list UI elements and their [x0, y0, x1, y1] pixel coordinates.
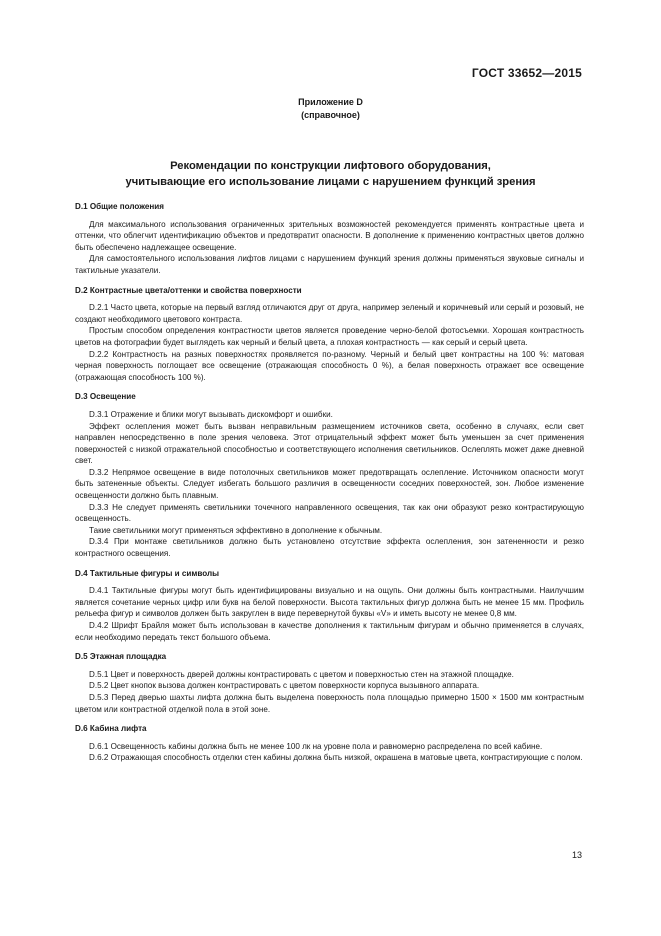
- paragraph: D.5.2 Цвет кнопок вызова должен контрастировать с цветом поверхности корпуса вызывного аппарата.: [89, 681, 480, 691]
- section-4: [75, 568, 584, 644]
- paragraph: D.3.4 При монтаже светильников должно быть установлено отсутствие эффекта ослепления, зон затененности и резко контрастного освещения.: [75, 537, 584, 559]
- section-heading: D.6 Кабина лифта: [75, 724, 147, 734]
- paragraph: D.3.1 Отражение и блики могут вызывать дискомфорт и ошибки.: [89, 409, 333, 419]
- section-1: [75, 201, 584, 277]
- standard-number: ГОСТ 33652—2015: [471, 66, 582, 80]
- annex-heading: [0, 96, 661, 122]
- paragraph: D.3.3 Не следует применять светильники точечного направленного освещения, так как они образуют резко контрастирующую освещенность.: [75, 502, 584, 524]
- paragraph: D.6.1 Освещенность кабины должна быть не менее 100 лк на уровне пола и равномерно распределена по всей кабине.: [89, 741, 543, 751]
- paragraph: D.4.2 Шрифт Брайля может быть использован в качестве дополнения к тактильным фигурам и обычно применяется в случаях, если необходимо передать текст большого объема.: [75, 621, 584, 642]
- paragraph: D.2.1 Часто цвета, которые на первый взгляд отличаются друг от друга, например зеленый и коричневый или серый и розовый, не создают необходимого цветового контраста.: [75, 303, 584, 324]
- paragraph: D.4.1 Тактильные фигуры могут быть идентифицированы визуально и на ощупь. Они должны быть контрастными. Наилучшим является сочетание черных цифр или букв на белой поверхности. Высота тактильных фигур должна быть не менее 15 мм. Профиль рельефа фигур и символов должен быть закруглен в виде перевернутой буквы «V» и иметь высоту не менее 0,8 мм.: [75, 586, 584, 619]
- section-heading: D.2 Контрастные цвета/оттенки и свойства поверхности: [75, 285, 302, 295]
- page-number: 13: [571, 850, 582, 860]
- paragraph: Для самостоятельного использования лифтов лицами с нарушением функций зрения должны применяться звуковые сигналы и тактильные указатели.: [75, 254, 584, 275]
- annex-subtitle: (справочное): [301, 110, 360, 120]
- paragraph: D.6.2 Отражающая способность отделки стен кабины должна быть низкой, окрашена в матовые цвета, контрастирующие с полом.: [89, 753, 583, 763]
- section-heading: D.3 Освещение: [75, 392, 136, 402]
- annex-title: Приложение D: [298, 97, 363, 107]
- section-heading: D.4 Тактильные фигуры и символы: [75, 568, 220, 578]
- paragraph: D.2.2 Контрастность на разных поверхностях проявляется по-разному. Черный и белый цвет контрастны на 100 %: матовая черная поверхность поглощает все освещение (отражающая способность 0 %), а белая поверхность отражает все освещение (отражающая способность 100 %).: [75, 349, 584, 382]
- paragraph: Для максимального использования ограниченных зрительных возможностей рекомендуется применять контрастные цвета и оттенки, что облегчит идентификацию объектов и предотвратит опасности. В дополнение к применению контрастных цветов должно быть обеспечено надлежащее освещение.: [75, 219, 584, 252]
- document-title-line-2: учитывающие его использование лицами с нарушением функций зрения: [125, 176, 536, 188]
- section-6: [75, 723, 584, 764]
- paragraph: Такие светильники могут применяться эффективно в дополнение к обычным.: [89, 525, 383, 535]
- document-body: [75, 201, 584, 764]
- section-3: [75, 391, 584, 559]
- section-heading: D.5 Этажная площадка: [75, 652, 167, 662]
- paragraph: Простым способом определения контрастности цветов является проведение черно-белой фотосъемки. Хорошая контрастность цветов на фотографии будет выглядеть как черный и белый цвета, а плохая контрастность — как серый и серый цвета.: [75, 326, 584, 347]
- document-title-line-1: Рекомендации по конструкции лифтового оборудования,: [170, 160, 491, 172]
- paragraph: D.5.1 Цвет и поверхность дверей должны контрастировать с цветом и поверхностью стен на этажной площадке.: [89, 669, 514, 679]
- paragraph: Эффект ослепления может быть вызван неправильным размещением источников света, особенно в случаях, если свет направлен непосредственно в поле зрения человека. Этот отрицательный эффект может быть уменьшен за счет применения поверхностей с низкой отражательной способностью и соответствующего исполнения светильников. Ослеплять может даже дневной свет.: [75, 421, 584, 466]
- section-5: [75, 651, 584, 715]
- paragraph: D.5.3 Перед дверью шахты лифта должна быть выделена поверхность пола площадью примерно 1500 × 1500 мм контрастным цветом или контрастной отделкой пола в этой зоне.: [75, 692, 584, 714]
- paragraph: D.3.2 Непрямое освещение в виде потолочных светильников может предотвращать ослепление. Источником опасности могут быть затененные объекты. Следует избегать большого различия в освещенности соседних поверхностей, зон. Любое изменение освещенности должно быть плавным.: [75, 467, 584, 501]
- section-2: [75, 285, 584, 384]
- document-title: [60, 158, 601, 190]
- section-heading: D.1 Общие положения: [75, 202, 164, 211]
